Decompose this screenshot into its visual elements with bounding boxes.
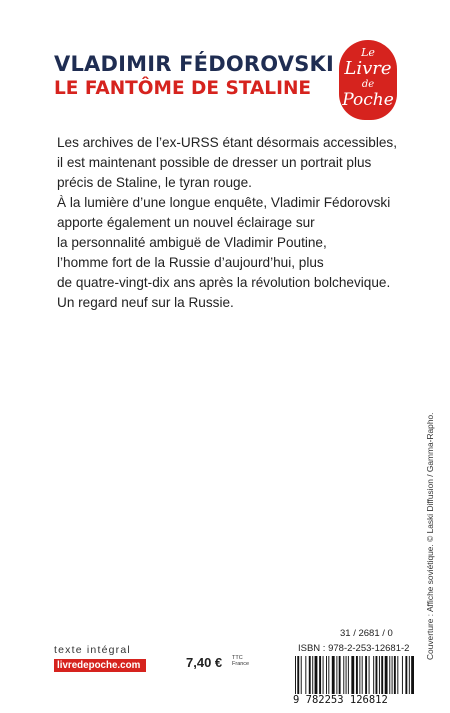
blurb-line: À la lumière d’une longue enquête, Vladimir Fédorovski (57, 195, 391, 210)
blurb-line: l’homme fort de la Russie d’aujourd’hui, plus (57, 255, 324, 270)
logo-line-2: Livre (344, 58, 392, 79)
blurb-line: de quatre-vingt-dix ans après la révolution bolchevique. (57, 275, 391, 290)
blurb-line: précis de Staline, le tyran rouge. (57, 175, 252, 190)
blurb (57, 133, 427, 313)
logo-line-4: Poche (342, 90, 394, 110)
blurb-line: la personnalité ambiguë de Vladimir Poutine, (57, 235, 327, 250)
barcode-bars (293, 656, 415, 694)
author-name: VLADIMIR FÉDOROVSKI (54, 52, 335, 76)
blurb-line: apporte également un nouvel éclairage sur (57, 215, 315, 230)
isbn: ISBN : 978-2-253-12681-2 (298, 643, 410, 654)
cover-credit: Couverture : Affiche soviétique. © Laski Diffusion / Gamma-Rapho. (425, 412, 435, 660)
logo-line-3: de (361, 79, 375, 90)
website-badge[interactable]: livredepoche.com (54, 659, 146, 672)
blurb-line: il est maintenant possible de dresser un portrait plus (57, 155, 372, 170)
logo-line-1: Le (361, 46, 375, 59)
blurb-line: Un regard neuf sur la Russie. (57, 295, 234, 310)
price: 7,40 € (186, 655, 223, 670)
product-code: 31 / 2681 / 0 (340, 628, 393, 639)
barcode-digits: 9 782253 126812 (293, 694, 388, 706)
price-note-ttc: TTC (232, 655, 243, 661)
livre-de-poche-logo (339, 40, 397, 120)
blurb-line: Les archives de l’ex-URSS étant désormais accessibles, (57, 135, 397, 150)
book-title: LE FANTÔME DE STALINE (54, 78, 312, 99)
price-note-france: France (232, 661, 250, 667)
texte-integral-label: texte intégral (54, 644, 131, 656)
price-note (232, 655, 249, 667)
